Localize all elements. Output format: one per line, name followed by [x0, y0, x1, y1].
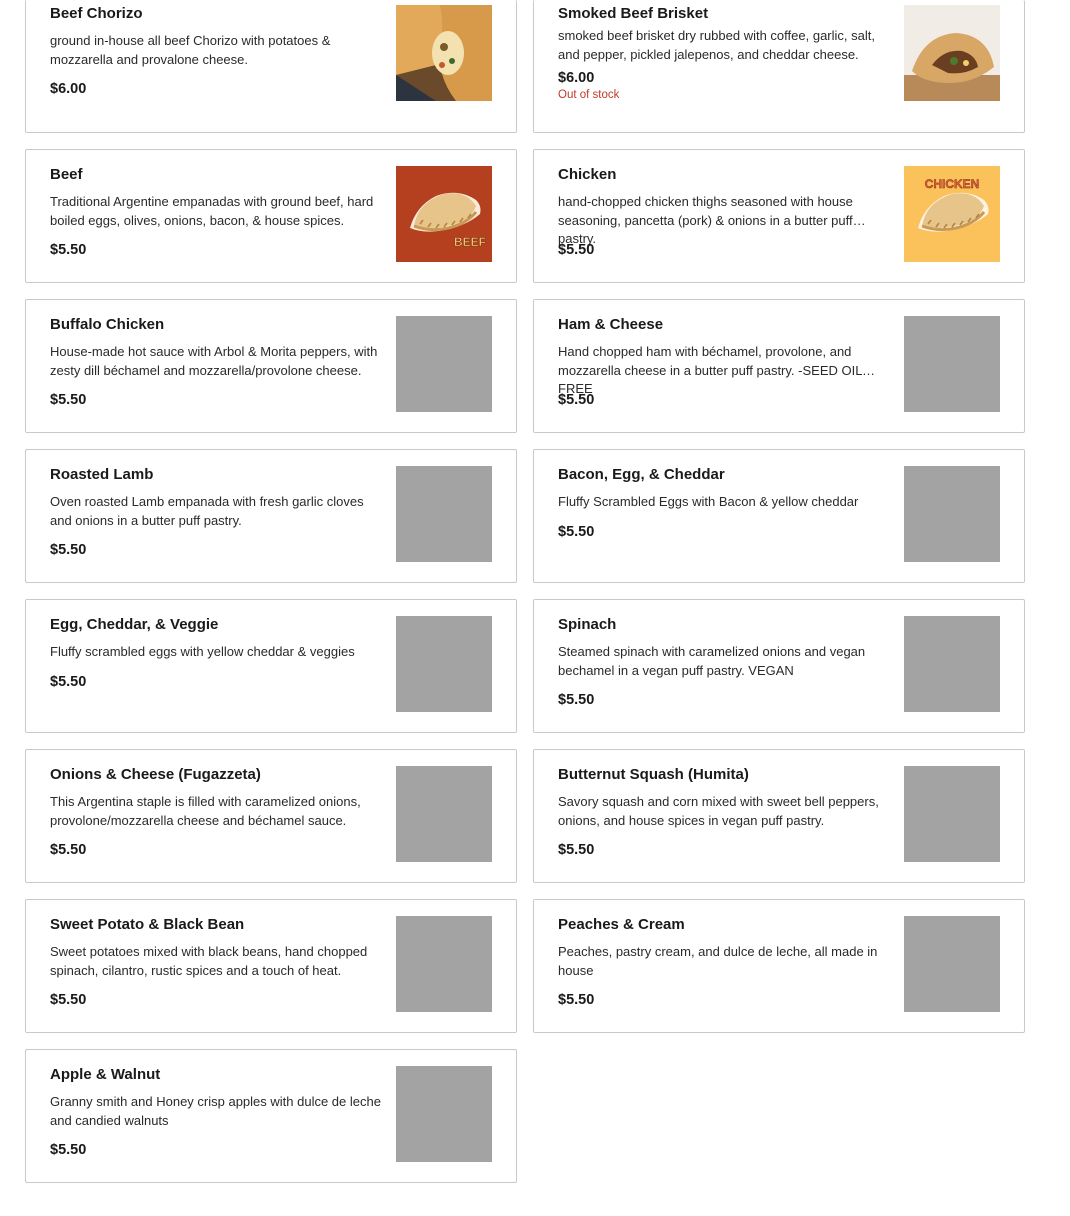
- menu-item-description: Fluffy Scrambled Eggs with Bacon & yellow cheddar: [558, 494, 859, 509]
- menu-item-text: [558, 916, 890, 1008]
- menu-item-description: Hand chopped ham with béchamel, provolone, and mozzarella cheese in a butter puff pastry. -SEED OIL FREE: [558, 344, 862, 396]
- menu-item-description: Steamed spinach with caramelized onions and vegan bechamel in a vegan puff pastry. VEGAN: [558, 644, 866, 678]
- menu-item-card[interactable]: [533, 449, 1025, 583]
- menu-item-description: Savory squash and corn mixed with sweet bell peppers, onions, and house spices in vegan puff pastry.: [558, 794, 879, 828]
- menu-item-card[interactable]: [533, 899, 1025, 1033]
- menu-item-card[interactable]: [533, 599, 1025, 733]
- menu-item-name: Butternut Squash (Humita): [558, 766, 749, 783]
- menu-item-description: hand-chopped chicken thighs seasoned with house seasoning, pancetta (pork) & onions in a butter puff pastry.: [558, 194, 853, 246]
- menu-item-name: Bacon, Egg, & Cheddar: [558, 466, 725, 483]
- menu-item-text: [50, 166, 382, 258]
- menu-item-card[interactable]: [25, 1049, 517, 1183]
- menu-item-description: smoked beef brisket dry rubbed with coffee, garlic, salt, and pepper, pickled jalepenos, and cheddar cheese.: [558, 28, 875, 62]
- menu-item-price: $5.50: [558, 992, 595, 1008]
- menu-item-name: Smoked Beef Brisket: [558, 5, 709, 22]
- menu-item-price: $5.50: [50, 842, 87, 858]
- menu-item-image-placeholder: [904, 616, 1000, 712]
- menu-item-name: Beef: [50, 166, 83, 183]
- menu-item-name: Egg, Cheddar, & Veggie: [50, 616, 219, 633]
- menu-item-card[interactable]: [25, 899, 517, 1033]
- menu-item-card[interactable]: [25, 149, 517, 283]
- menu-item-description: Traditional Argentine empanadas with ground beef, hard boiled eggs, olives, onions, bacon, & house spices.: [50, 194, 374, 228]
- menu-item-image-placeholder: [396, 916, 492, 1012]
- menu-item-price: $5.50: [50, 242, 87, 258]
- menu-item-name: Ham & Cheese: [558, 316, 664, 333]
- menu-item-text: [558, 166, 890, 258]
- menu-item-description: Oven roasted Lamb empanada with fresh garlic cloves and onions in a butter puff pastry.: [50, 494, 364, 528]
- menu-item-name: Buffalo Chicken: [50, 316, 165, 333]
- menu-item-name: Beef Chorizo: [50, 5, 143, 22]
- menu-item-image-placeholder: [396, 616, 492, 712]
- menu-item-price: $6.00: [558, 70, 595, 86]
- menu-item-price: $5.50: [50, 1142, 87, 1158]
- menu-item-text: [50, 1066, 382, 1158]
- menu-item-image-placeholder: [904, 316, 1000, 412]
- menu-item-price: $5.50: [50, 392, 87, 408]
- menu-item-name: Onions & Cheese (Fugazzeta): [50, 766, 261, 783]
- menu-item-name: Roasted Lamb: [50, 466, 154, 483]
- menu-item-image-placeholder: [904, 766, 1000, 862]
- menu-item-text: [50, 316, 382, 408]
- menu-item-price: $5.50: [50, 673, 87, 690]
- menu-item-card[interactable]: [533, 149, 1025, 283]
- menu-item-text: [50, 466, 382, 558]
- menu-item-description: Sweet potatoes mixed with black beans, hand chopped spinach, cilantro, rustic spices and a touch of heat.: [50, 944, 368, 978]
- menu-item-card[interactable]: [25, 299, 517, 433]
- menu-item-description: Peaches, pastry cream, and dulce de leche, all made in house: [558, 944, 878, 978]
- menu-item-image-placeholder: [396, 766, 492, 862]
- menu-item-description: Fluffy scrambled eggs with yellow cheddar & veggies: [50, 644, 355, 659]
- menu-item-text: [558, 466, 890, 540]
- menu-item-name: Chicken: [558, 166, 617, 183]
- menu-item-card[interactable]: [533, 0, 1025, 133]
- menu-item-name: Apple & Walnut: [50, 1066, 161, 1083]
- menu-item-description: Granny smith and Honey crisp apples with dulce de leche and candied walnuts: [50, 1094, 381, 1128]
- menu-item-card[interactable]: [533, 749, 1025, 883]
- menu-item-image-placeholder: [396, 316, 492, 412]
- menu-item-text: [50, 916, 382, 1008]
- menu-item-name: Sweet Potato & Black Bean: [50, 916, 245, 933]
- menu-item-text: [50, 5, 382, 97]
- menu-item-image-placeholder: [904, 466, 1000, 562]
- menu-item-card[interactable]: [533, 299, 1025, 433]
- out-of-stock-label: Out of stock: [558, 89, 620, 101]
- menu-item-text: [50, 616, 382, 690]
- menu-item-price: $6.00: [50, 81, 87, 97]
- menu-item-text: [558, 766, 890, 858]
- menu-item-image: [396, 166, 492, 262]
- menu-item-image: [904, 5, 1000, 101]
- menu-item-image: [904, 166, 1000, 262]
- menu-item-price: $5.50: [558, 842, 595, 858]
- menu-item-price: $5.50: [50, 992, 87, 1008]
- svg-text:BEEF: BEEF: [453, 235, 487, 249]
- menu-item-text: [558, 5, 890, 101]
- menu-item-image: [396, 5, 492, 101]
- menu-item-price: $5.50: [558, 523, 595, 540]
- menu-item-description: This Argentina staple is filled with caramelized onions, provolone/mozzarella cheese and béchamel sauce.: [50, 794, 361, 828]
- menu-item-price: $5.50: [558, 392, 595, 408]
- menu-item-text: [50, 766, 382, 858]
- menu-item-image-placeholder: [904, 916, 1000, 1012]
- menu-item-price: $5.50: [558, 692, 595, 708]
- menu-item-card[interactable]: [25, 0, 517, 133]
- menu-item-image-placeholder: [396, 466, 492, 562]
- menu-grid: [25, 0, 1025, 1199]
- menu-item-name: Spinach: [558, 616, 617, 633]
- menu-item-card[interactable]: [25, 749, 517, 883]
- menu-item-price: $5.50: [558, 242, 595, 258]
- menu-item-text: [558, 616, 890, 708]
- menu-item-card[interactable]: [25, 449, 517, 583]
- menu-item-description: ground in-house all beef Chorizo with potatoes & mozzarella and provalone cheese.: [50, 33, 331, 67]
- menu-item-card[interactable]: [25, 599, 517, 733]
- menu-item-price: $5.50: [50, 542, 87, 558]
- menu-item-description: House-made hot sauce with Arbol & Morita peppers, with zesty dill béchamel and mozzarella/provolone cheese.: [50, 344, 378, 378]
- menu-item-name: Peaches & Cream: [558, 916, 685, 933]
- svg-text:CHICKEN: CHICKEN: [924, 177, 980, 191]
- menu-item-text: [558, 316, 890, 408]
- menu-item-image-placeholder: [396, 1066, 492, 1162]
